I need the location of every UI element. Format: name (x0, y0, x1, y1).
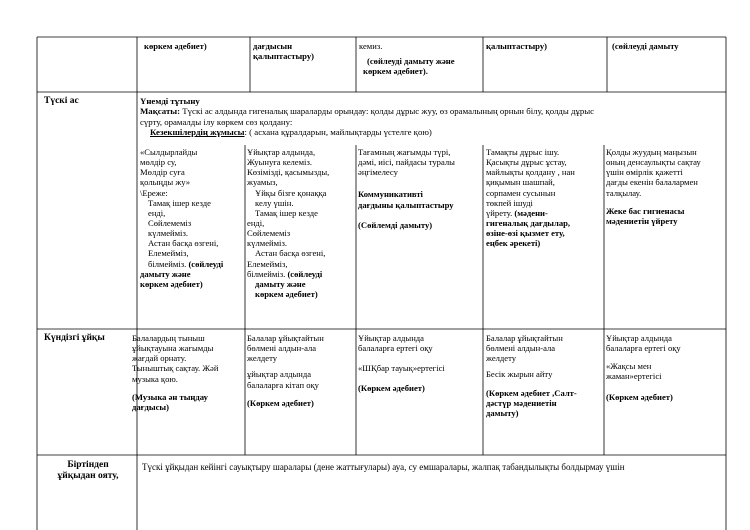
lunch-col-1-line: Мөлдір суға (140, 167, 185, 178)
nap-col-2-line: Балалар ұйықтайтын (247, 333, 324, 343)
lunch-col-1-bold: (сөйлеуді (188, 258, 224, 269)
nap-col-3-line: «ШҚбар тауық»ертегісі (358, 363, 445, 374)
lunch-col-1-line: Елемейміз, (148, 248, 189, 259)
lunch-col-4-line: үйрету. (486, 207, 513, 218)
nap-col-3-line: Ұйықтар алдында (358, 333, 424, 343)
nap-col-2-bold: (Көркем әдебиет) (247, 397, 314, 408)
lunch-col-1-line: қолыңды жу» (140, 177, 191, 188)
wake-text: Түскі ұйқыдан кейінгі сауықтыру шаралары (дене жаттығулары) ауа, су емшаралары, жалпақ табандылықты болдырмау үшін (142, 462, 625, 472)
lunch-col-3-line: дәмі, иісі, пайдасы туралы (358, 157, 455, 168)
lunch-col-5-line: оның денсаулықты сақтау (606, 157, 701, 168)
purpose-text: Түскі ас алдында гигеналық шараларды орындау: қолды дұрыс жуу, өз орамалының орнын білу, қолды дұрыс (180, 106, 595, 117)
lunch-col-2-line: келу үшін. (255, 197, 294, 208)
lunch-col-3-line: әңгімелесу (358, 167, 398, 178)
nap-col-1-line: жағдай орнату. (132, 353, 187, 364)
lunch-col-4-line: Қасықты дұрыс ұстау, (486, 157, 567, 168)
lunch-col-1-bold: дамыту және (140, 268, 191, 279)
nap-col-2 (247, 333, 355, 408)
lunch-col-2 (247, 147, 355, 299)
lunch-heading: Үнемді тұтыну (140, 96, 200, 106)
nap-col-1-line: ұйықтауына жағымды (132, 343, 214, 354)
lunch-col-5 (606, 147, 725, 226)
lunch-col-3-bold: (Сөйлемді дамыту) (358, 219, 433, 230)
nap-col-1 (132, 333, 244, 412)
top-cell-5 (612, 41, 724, 51)
lunch-col-2-line: күлмейміз. (247, 238, 287, 249)
nap-col-4-bold: дәстүр мәдениетін (486, 397, 557, 408)
nap-col-1-bold: дағдысы) (132, 401, 169, 412)
nap-col-3 (358, 333, 482, 394)
lunch-col-5-line: үшін өмірлік қажетті (606, 167, 683, 178)
top-cell-2 (253, 41, 353, 61)
purpose-text-2: сүрту, орамалды ілу көркем сөз қолдану: (140, 116, 293, 127)
lunch-col-4-line: сорпамен сусынын (486, 187, 556, 198)
lunch-col-4-line: Тамақты дұрыс ішу. (486, 147, 560, 157)
top-cell-2-line: дағдысын (253, 41, 293, 51)
lunch-col-2-line: Елемейміз, (247, 258, 288, 269)
top-cell-3 (359, 41, 481, 76)
lunch-col-2-line: Астан басқа өзгені, (255, 248, 326, 259)
nap-col-4-bold: (Көркем әдебиет ,Салт- (486, 387, 577, 398)
nap-col-5 (606, 333, 725, 402)
lunch-col-4-line: қиқымын шашпай, (486, 177, 555, 188)
lunch-col-1-line: Астан басқа өзгені, (148, 238, 219, 249)
lunch-col-5-bold: Жеке бас гигиенасы (606, 205, 685, 216)
wake-text-cell (142, 462, 724, 473)
lunch-col-5-bold: мәдениетін үйрету (606, 215, 678, 226)
lunch-col-2-line: Ұйқы бізге қонаққа (255, 187, 327, 198)
nap-col-4-line: Балалар ұйықтайтын (486, 333, 563, 343)
lunch-col-2-bold: көркем әдебиет) (255, 288, 318, 299)
lunch-col-3-bold: дағдыны қалыптастыру (358, 199, 454, 210)
nap-col-5-line: балаларға ертегі оқу (606, 343, 681, 354)
top-cell-4 (486, 41, 604, 51)
nap-col-2-line: желдету (247, 353, 278, 364)
lunch-col-2-line: Жуынуға келеміз. (247, 157, 312, 168)
nap-col-2-line: ұйықтар алдында (247, 369, 312, 380)
lunch-col-5-line: дағды екенін балалармен (606, 177, 698, 188)
nap-col-5-line: жаман»ертегісі (606, 371, 662, 382)
nap-col-1-line: Балалардың тыныш (132, 333, 205, 343)
top-cell-3-bold: көркем әдебиет). (363, 66, 428, 77)
lunch-col-1-line: Сөйлемеміз (148, 217, 192, 228)
lunch-col-5-line: Қолды жуудың маңызын (606, 147, 697, 157)
lunch-col-2-bold: дамыту және (255, 278, 306, 289)
lunch-col-1-line: «Сылдырлайды (140, 147, 198, 157)
lunch-col-4-line: төкпей ішуді (486, 197, 533, 208)
nap-col-5-bold: (Көркем әдебиет) (606, 391, 673, 402)
nap-col-4 (486, 333, 603, 418)
lunch-col-1-line: Тамақ ішер кезде (148, 197, 211, 208)
lunch-col-3 (358, 147, 482, 230)
nap-col-1-bold: (Музыка ән тыңдау (132, 391, 208, 402)
nap-col-3-bold: (Көркем әдебиет) (358, 383, 425, 394)
lunch-col-2-line: білмейміз. (247, 268, 286, 279)
nap-col-2-line: балаларға кітап оқу (247, 379, 319, 390)
purpose-label: Мақсаты: (140, 106, 181, 117)
nap-col-4-line: Бесік жырын айту (486, 369, 553, 380)
lunch-col-2-line: Ұйықтар алдында, (247, 147, 316, 157)
wake-label (40, 460, 136, 482)
nap-col-5-line: «Жақсы мен (606, 361, 652, 372)
duty-label: Кезекшілердің жұмысы (150, 127, 245, 138)
nap-col-3-line: балаларға ертегі оқу (358, 343, 433, 354)
lunch-col-4-line: майлықты қолдану , нан (486, 167, 575, 178)
lunch-col-1-line: мөлдір су, (140, 157, 177, 168)
top-cell-1-text: көркем әдебиет) (144, 41, 207, 51)
nap-col-4-line: желдету (486, 353, 517, 364)
top-cell-1 (144, 41, 248, 51)
nap-col-2-line: бөлмені алдын-ала (247, 343, 317, 354)
lunch-col-2-line: енді, (247, 217, 265, 228)
top-cell-5-text: (сөйлеуді дамыту (612, 41, 679, 51)
nap-col-1-line: Тыныштық сақтау. Жәй (132, 363, 219, 374)
lunch-col-4-bold: еңбек әрекеті) (486, 238, 541, 249)
lunch-col-5-line: талқылау. (606, 187, 642, 198)
nap-col-4-bold: дамыту) (486, 407, 519, 418)
lunch-col-1-line: енді, (148, 207, 166, 218)
top-cell-4-text: қалыптастыру) (486, 41, 547, 51)
lunch-col-3-line: Тағамның жағымды түрі, (358, 147, 451, 157)
wake-label-line: ұйқыдан ояту, (57, 471, 119, 482)
lunch-col-4-bold: өзіне-өзі қызмет ету, (486, 228, 565, 239)
lunch-col-1-line: күлмейміз. (148, 228, 188, 239)
nap-label-text: Күндізгі ұйқы (44, 333, 105, 343)
lunch-label (44, 96, 134, 107)
lunch-col-4-bold: (мәдени- (514, 207, 548, 218)
lunch-col-3-bold: Коммуникативті (358, 189, 423, 200)
lunch-heading-block (140, 96, 724, 138)
nap-col-1-line: музыка қою. (132, 373, 178, 384)
lunch-col-1 (140, 147, 244, 289)
duty-text: : ( асхана құралдарын, майлықтарды үстелге қою) (244, 127, 432, 138)
lunch-col-2-line: Сөйлемеміз (247, 228, 291, 239)
nap-col-5-line: Ұйықтар алдында (606, 333, 672, 343)
nap-label (44, 333, 134, 344)
top-cell-3-text: кемиз. (359, 41, 383, 51)
lunch-col-1-bold: көркем әдебиет) (140, 278, 203, 289)
lunch-col-1-line: білмейміз. (148, 258, 187, 269)
lunch-col-2-line: Көзімізді, қасымызды, (247, 167, 330, 178)
lunch-col-1-line: \Ереже: (140, 187, 168, 198)
top-cell-2-line: қалыптастыру) (253, 51, 314, 62)
lunch-col-4 (486, 147, 603, 248)
top-cell-3-bold: (сөйлеуді дамыту және (367, 56, 455, 67)
wake-label-line: Біртіндеп (67, 460, 109, 470)
nap-col-4-line: бөлмені алдын-ала (486, 343, 556, 354)
lunch-col-2-bold: (сөйлеуді (287, 268, 323, 279)
lunch-col-2-line: жуамыз, (247, 177, 278, 188)
lunch-col-2-line: Тамақ ішер кезде (255, 207, 318, 218)
lunch-label-text: Түскі ас (44, 96, 79, 106)
lunch-col-4-bold: гигеналық дағдылар, (486, 217, 571, 228)
